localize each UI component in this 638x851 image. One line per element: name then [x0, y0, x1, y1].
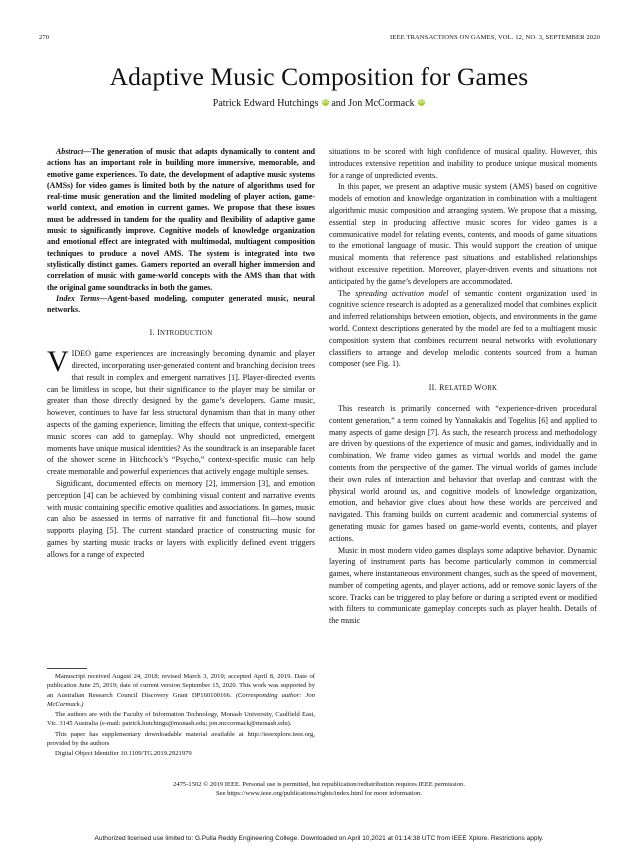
abstract-text: —The generation of music that adapts dynamically to content and actions has an important role in building more immersive, memorable, and emotive game experiences. To date, the development of adaptive music systems (AMSs) for video games is limited both by the nature of algorithms used for real-time music generation and the limited modeling of player action, game-world context, and emotion in current games. We propose that these issues must be addressed in tandem for the quality and flexibility of adaptive game music to significantly improve. Cognitive models of knowledge organization and emotional effect are integrated with multimodal, multiagent composition techniques to produce a novel AMS. The system is integrated into two stylistically distinct games. Gamers reported an overall higher immersion and correlation of music with game-world concepts with the AMS than that with the original game soundtracks in both the games. — [47, 147, 315, 292]
abstract-lead: Abstract — [56, 147, 84, 156]
author-line — [0, 98, 638, 109]
section-title-initial: W — [474, 383, 482, 393]
section-heading-introduction — [47, 327, 315, 340]
section-heading-related-work — [329, 382, 597, 395]
paragraph-text: IDEO game experiences are increasingly becoming dynamic and player directed, incorporating user-generated content and branching decision trees that result in complex and emergent narratives [1]. Player-directed events can be limitless in scope, but their significance to the player may be similar or greater than those directly designed by the game’s developers. Game music, however, continues to have far less structural dynamism than that in many other aspects of the gaming experience, limiting the effects that unique, context-specific music scores can add to gameplay. Why should not unpredicted, emergent moments have unique musical identities? As the soundtrack is an inseparable facet of the shower scene in Hitchcock’s “Psycho,” context-specific music can help create memorable and powerful experiences that actively engage multiple senses. — [47, 349, 315, 477]
body-paragraph: Significant, documented effects on memory [2], immersion [3], and emotion perception [4] can be achieved by combining visual content and narrative events with music containing specific emotive qualities and associations. In games, music can also be assessed in terms of narrative fit and functional fit—how sound supports playing [5]. The current standard practice of constructing music for games by starting music tracks or layers with explicitly defined event triggers allows for a range of expected — [47, 479, 315, 559]
copyright-line: See https://www.ieee.org/publications/rights/index.html for more information. — [215, 790, 423, 798]
section-title-initial: R — [439, 383, 445, 393]
body-paragraph: situations to be scored with high confidence of musical quality. However, this introduces extensive repetition and inability to produce unique musical moments for a range of unpredicted events. — [329, 147, 597, 180]
license-notice: Authorized licensed use limited to: G.Pulla Reddy Engineering College. Downloaded on April 10,2021 at 01:14:38 UTC from IEEE Xplore. Restrictions apply. — [94, 835, 544, 842]
author-name: Jon McCormack — [348, 98, 415, 109]
abstract — [47, 146, 315, 293]
page-number: 270 — [39, 34, 50, 41]
section-title-rest: ORK — [481, 385, 498, 393]
paragraph-text: The — [338, 288, 356, 298]
paragraph-emphasis: spreading activation model — [355, 288, 449, 298]
footnote — [47, 672, 315, 709]
footnote: The authors are with the Faculty of Information Technology, Monash University, Caulfield East, Vic. 3145 Australia (e-mail: patrick.hutchings@monash.edu; jon.mccormack@monash.edu). — [47, 711, 315, 728]
paragraph-text: adaptive behavior. Dynamic layering of instrument parts has become particularly common in commercial games, where instantaneous environment changes, such as the speed of movement, number of competing agents, and player actions, add or remove sonic layers of the score. Tracks can be triggered to play before or during a scripted event or modified with filters to communicate gameplay concepts such as player health. Details of the music — [329, 545, 597, 626]
footnote: This paper has supplementary downloadable material available at http://ieeexplore.ieee.org, provided by the authors — [47, 730, 315, 748]
paragraph-emphasis: some — [486, 545, 504, 555]
body-paragraph: In this paper, we present an adaptive music system (AMS) based on cognitive models of emotion and knowledge organization in combination with a multiagent algorithmic music composition and arranging system. We propose that a missing, essential step in producing affective music scores for video games is a communicative model for relating events, contents, and moods of game situations to the emotional language of music. This would support the creation of unique musical moments that reference past situations and established relationships without excessive repetition. Moreover, player-driven events and situations not anticipated by the game’s developers are accommodated. — [329, 182, 597, 286]
body-paragraph — [329, 545, 597, 628]
section-title-initial: I — [157, 328, 161, 338]
orcid-icon[interactable]: iD — [322, 99, 328, 105]
paper-title: Adaptive Music Composition for Games — [109, 62, 529, 91]
left-column — [47, 146, 315, 561]
body-paragraph: This research is primarily concerned with “experience-driven procedural content generation,” a term coined by Yannakakis and Togelius [6] and applied to many aspects of game design [7]. As such, the research process and methodology are driven by questions of the experience of music and games, individually and in combination. We frame video games as virtual worlds and model the game contents from the perspective of the gamer. The virtual worlds of games include their own rules of interaction and behavior that overlap and contrast with the physical world around us, and cognitive models of knowledge organization, emotion, and behavior give clues about how these worlds are perceived and navigated. This framing builds on current academic and commercial systems of generating music for games based on game-world events, contents, and player actions. — [329, 403, 597, 543]
body-paragraph — [329, 288, 597, 371]
section-number: I. — [149, 328, 155, 338]
copyright-line: 2475-1502 © 2019 IEEE. Personal use is permitted, but republication/redistribution requires IEEE permission. — [173, 781, 465, 788]
orcid-icon[interactable]: iD — [419, 99, 425, 105]
section-title-rest: ELATED — [444, 385, 475, 393]
section-number: II. — [428, 383, 437, 393]
paragraph-text: Music in most modern video games displays — [338, 545, 487, 555]
index-terms-lead: Index Terms — [56, 293, 100, 303]
author-conjunction: and — [331, 98, 346, 109]
drop-cap: V — [47, 345, 69, 379]
section-title-rest: NTRODUCTION — [160, 330, 213, 338]
index-terms-text: —Agent-based modeling, computer generated music, neural networks. — [47, 293, 316, 315]
body-paragraph — [47, 345, 315, 478]
index-terms — [47, 293, 315, 316]
right-column — [329, 146, 597, 627]
footnote: Digital Object Identifier 10.1109/TG.2019.2921979 — [55, 750, 192, 758]
paragraph-text: of semantic content organization used in cognitive science research is adopted as a generalized model that combines explicit and inferred relationships between emotion, objects, and environments in the game world. Context descriptions generated by the model are fed to a multiagent music composition system that combines recurrent neural networks with evolutionary classifiers to arrange and develop melodic contents sourced from a human composer (see Fig. 1). — [329, 288, 597, 369]
footnote-text: Manuscript received August 24, 2018; revised March 3, 2019; accepted April 8, 2019. Date of publication June 25, 2019; date of current version September 15, 2020. This work was supported by an Australian Research Council Discovery Grant DP160100166. — [47, 673, 315, 699]
copyright-notice — [0, 780, 638, 799]
author-name: Patrick Edward Hutchings — [212, 98, 319, 109]
footnote-rule — [47, 668, 87, 669]
footnotes — [47, 672, 315, 760]
footnote-corresponding: (Corresponding author: Jon McCormack.) — [47, 691, 315, 708]
journal-header: IEEE TRANSACTIONS ON GAMES, VOL. 12, NO. 3, SEPTEMBER 2020 — [390, 34, 600, 41]
